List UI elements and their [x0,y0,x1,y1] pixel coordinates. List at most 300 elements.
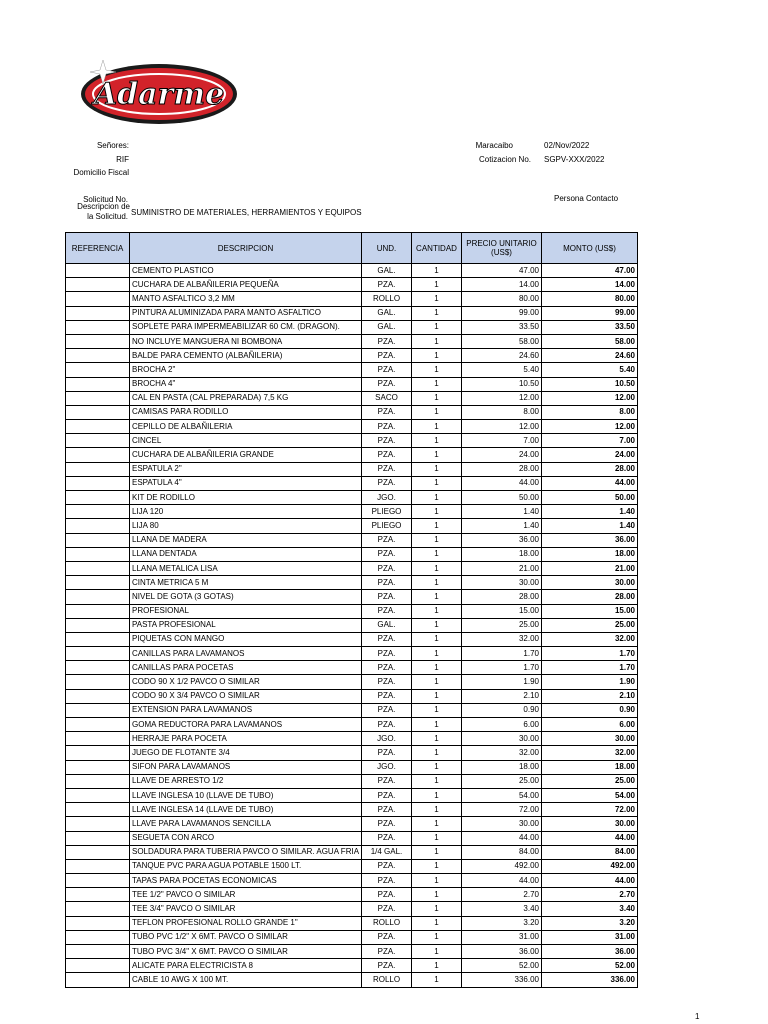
cell-monto: 28.00 [542,590,638,604]
cell-cantidad: 1 [412,689,462,703]
cell-und: PZA. [362,788,412,802]
cell-monto: 99.00 [542,306,638,320]
cell-monto: 2.10 [542,689,638,703]
cell-monto: 18.00 [542,760,638,774]
cell-monto: 84.00 [542,845,638,859]
cell-cantidad: 1 [412,902,462,916]
cell-descripcion: ESPATULA 4" [130,476,362,490]
cell-referencia [66,264,130,278]
cell-descripcion: GOMA REDUCTORA PARA LAVAMANOS [130,718,362,732]
table-row [66,718,638,732]
cell-precio-unitario: 28.00 [462,462,542,476]
cell-und: 1/4 GAL. [362,845,412,859]
cell-und: PZA. [362,632,412,646]
cell-referencia [66,576,130,590]
table-row [66,916,638,930]
cell-descripcion: NIVEL DE GOTA (3 GOTAS) [130,590,362,604]
cell-und: PZA. [362,959,412,973]
cell-precio-unitario: 44.00 [462,874,542,888]
cell-und: ROLLO [362,292,412,306]
cell-monto: 47.00 [542,264,638,278]
cell-referencia [66,292,130,306]
cell-cantidad: 1 [412,788,462,802]
cotizacion-value: SGPV-XXX/2022 [544,155,605,164]
cell-precio-unitario: 36.00 [462,533,542,547]
cell-und: PZA. [362,675,412,689]
cell-cantidad: 1 [412,264,462,278]
cell-descripcion: TAPAS PARA POCETAS ECONOMICAS [130,874,362,888]
cell-descripcion: LLANA DENTADA [130,547,362,561]
cell-und: PZA. [362,561,412,575]
descripcion-label-2: la Solicitud. [87,212,128,221]
cell-descripcion: JUEGO DE FLOTANTE 3/4 [130,746,362,760]
cell-referencia [66,703,130,717]
cell-cantidad: 1 [412,945,462,959]
table-row [66,746,638,760]
cell-descripcion: PINTURA ALUMINIZADA PARA MANTO ASFALTICO [130,306,362,320]
cell-descripcion: CAL EN PASTA (CAL PREPARADA) 7,5 KG [130,391,362,405]
cell-referencia [66,945,130,959]
table-row [66,264,638,278]
cell-cantidad: 1 [412,888,462,902]
cell-monto: 1.40 [542,505,638,519]
cell-cantidad: 1 [412,391,462,405]
cell-referencia [66,973,130,987]
table-row [66,448,638,462]
cell-referencia [66,632,130,646]
cell-referencia [66,675,130,689]
cell-referencia [66,647,130,661]
table-row [66,434,638,448]
cell-cantidad: 1 [412,519,462,533]
cell-cantidad: 1 [412,859,462,873]
table-row [66,349,638,363]
cell-monto: 7.00 [542,434,638,448]
cell-precio-unitario: 14.00 [462,278,542,292]
cell-und: PZA. [362,405,412,419]
cell-descripcion: ALICATE PARA ELECTRICISTA 8 [130,959,362,973]
cell-cantidad: 1 [412,647,462,661]
cell-monto: 33.50 [542,320,638,334]
table-row [66,874,638,888]
col-header-descripcion: DESCRIPCION [130,233,362,264]
cell-cantidad: 1 [412,874,462,888]
cell-cantidad: 1 [412,349,462,363]
cell-descripcion: CODO 90 X 3/4 PAVCO O SIMILAR [130,689,362,703]
cell-precio-unitario: 1.70 [462,647,542,661]
cell-descripcion: TEFLON PROFESIONAL ROLLO GRANDE 1" [130,916,362,930]
cell-cantidad: 1 [412,448,462,462]
cell-und: GAL. [362,618,412,632]
cell-cantidad: 1 [412,462,462,476]
cell-descripcion: BROCHA 4" [130,377,362,391]
cell-descripcion: CABLE 10 AWG X 100 MT. [130,973,362,987]
cell-descripcion: PROFESIONAL [130,604,362,618]
cell-referencia [66,349,130,363]
cell-referencia [66,434,130,448]
cell-und: ROLLO [362,916,412,930]
cell-referencia [66,604,130,618]
cell-referencia [66,788,130,802]
cell-und: PZA. [362,817,412,831]
cell-cantidad: 1 [412,774,462,788]
cell-monto: 36.00 [542,533,638,547]
cell-monto: 58.00 [542,334,638,348]
cell-monto: 336.00 [542,973,638,987]
cell-und: PZA. [362,647,412,661]
cell-monto: 52.00 [542,959,638,973]
cell-descripcion: LLAVE INGLESA 10 (LLAVE DE TUBO) [130,788,362,802]
cell-und: PZA. [362,278,412,292]
cell-cantidad: 1 [412,377,462,391]
cell-precio-unitario: 1.40 [462,505,542,519]
rif-label: RIF [116,155,129,164]
cell-precio-unitario: 44.00 [462,831,542,845]
cell-precio-unitario: 30.00 [462,576,542,590]
cell-descripcion: CUCHARA DE ALBAÑILERIA PEQUEÑA [130,278,362,292]
cell-und: PZA. [362,448,412,462]
cell-monto: 18.00 [542,547,638,561]
cell-und: PZA. [362,930,412,944]
cell-cantidad: 1 [412,363,462,377]
cell-descripcion: CINCEL [130,434,362,448]
cell-referencia [66,845,130,859]
cell-referencia [66,831,130,845]
cell-monto: 44.00 [542,476,638,490]
cell-und: PZA. [362,434,412,448]
cell-referencia [66,959,130,973]
cell-cantidad: 1 [412,590,462,604]
cell-referencia [66,760,130,774]
cell-cantidad: 1 [412,533,462,547]
cell-precio-unitario: 28.00 [462,590,542,604]
cell-precio-unitario: 84.00 [462,845,542,859]
cell-und: GAL. [362,306,412,320]
cell-precio-unitario: 12.00 [462,391,542,405]
cell-referencia [66,476,130,490]
cell-cantidad: 1 [412,405,462,419]
cell-monto: 72.00 [542,803,638,817]
cell-und: PZA. [362,703,412,717]
cell-descripcion: SEGUETA CON ARCO [130,831,362,845]
cell-precio-unitario: 1.70 [462,661,542,675]
cell-precio-unitario: 44.00 [462,476,542,490]
cell-precio-unitario: 24.00 [462,448,542,462]
cell-descripcion: TUBO PVC 3/4" X 6MT. PAVCO O SIMILAR [130,945,362,959]
cell-cantidad: 1 [412,703,462,717]
cell-monto: 5.40 [542,363,638,377]
company-logo [78,52,240,130]
cell-referencia [66,533,130,547]
cell-monto: 21.00 [542,561,638,575]
cell-referencia [66,278,130,292]
cell-precio-unitario: 54.00 [462,788,542,802]
cell-und: PZA. [362,590,412,604]
cell-precio-unitario: 8.00 [462,405,542,419]
cell-und: PZA. [362,746,412,760]
cell-descripcion: TANQUE PVC PARA AGUA POTABLE 1500 LT. [130,859,362,873]
cell-cantidad: 1 [412,547,462,561]
cell-descripcion: LIJA 80 [130,519,362,533]
cell-precio-unitario: 30.00 [462,732,542,746]
table-row [66,561,638,575]
cell-und: PZA. [362,576,412,590]
cell-referencia [66,746,130,760]
cell-precio-unitario: 31.00 [462,930,542,944]
cell-und: PZA. [362,462,412,476]
cell-cantidad: 1 [412,732,462,746]
cell-monto: 54.00 [542,788,638,802]
col-header-monto: MONTO (US$) [542,233,638,264]
cell-und: PZA. [362,945,412,959]
cell-monto: 1.90 [542,675,638,689]
cell-descripcion: PIQUETAS CON MANGO [130,632,362,646]
cell-cantidad: 1 [412,760,462,774]
cell-descripcion: CANILLAS PARA LAVAMANOS [130,647,362,661]
cell-und: GAL. [362,320,412,334]
cell-monto: 36.00 [542,945,638,959]
cell-monto: 10.50 [542,377,638,391]
cell-referencia [66,902,130,916]
cell-precio-unitario: 18.00 [462,547,542,561]
cell-referencia [66,547,130,561]
cell-referencia [66,420,130,434]
cell-referencia [66,505,130,519]
cell-referencia [66,405,130,419]
cell-cantidad: 1 [412,505,462,519]
cell-cantidad: 1 [412,959,462,973]
senores-label: Señores: [96,141,129,150]
table-row [66,476,638,490]
cell-monto: 44.00 [542,874,638,888]
cell-cantidad: 1 [412,491,462,505]
table-row [66,391,638,405]
cell-referencia [66,803,130,817]
cell-descripcion: NO INCLUYE MANGUERA NI BOMBONA [130,334,362,348]
cell-und: PZA. [362,888,412,902]
descripcion-label-1: Descripcion de [77,202,130,211]
cell-referencia [66,661,130,675]
cell-cantidad: 1 [412,618,462,632]
table-row [66,363,638,377]
cell-monto: 24.00 [542,448,638,462]
table-row [66,959,638,973]
cell-descripcion: PASTA PROFESIONAL [130,618,362,632]
cell-und: JGO. [362,760,412,774]
cell-precio-unitario: 58.00 [462,334,542,348]
table-row [66,618,638,632]
cell-monto: 12.00 [542,391,638,405]
table-row [66,675,638,689]
cell-descripcion: CODO 90 X 1/2 PAVCO O SIMILAR [130,675,362,689]
cell-precio-unitario: 47.00 [462,264,542,278]
cell-referencia [66,334,130,348]
cell-monto: 6.00 [542,718,638,732]
cell-descripcion: SIFON PARA LAVAMANOS [130,760,362,774]
cell-cantidad: 1 [412,831,462,845]
cell-descripcion: ESPATULA 2" [130,462,362,476]
cell-precio-unitario: 5.40 [462,363,542,377]
table-row [66,604,638,618]
cell-und: JGO. [362,732,412,746]
cell-referencia [66,718,130,732]
table-row [66,590,638,604]
cell-monto: 80.00 [542,292,638,306]
cell-cantidad: 1 [412,718,462,732]
cell-cantidad: 1 [412,661,462,675]
cell-und: SACO [362,391,412,405]
cell-cantidad: 1 [412,334,462,348]
table-row [66,320,638,334]
cell-und: PZA. [362,874,412,888]
cell-monto: 30.00 [542,732,638,746]
cell-referencia [66,874,130,888]
cell-referencia [66,377,130,391]
cell-referencia [66,618,130,632]
cell-referencia [66,363,130,377]
cell-descripcion: LLANA DE MADERA [130,533,362,547]
cell-und: PZA. [362,689,412,703]
table-row [66,420,638,434]
cell-cantidad: 1 [412,675,462,689]
cell-descripcion: CANILLAS PARA POCETAS [130,661,362,675]
cell-descripcion: LLANA METALICA LISA [130,561,362,575]
cell-descripcion: EXTENSION PARA LAVAMANOS [130,703,362,717]
cell-descripcion: LIJA 120 [130,505,362,519]
cell-cantidad: 1 [412,604,462,618]
cell-und: PZA. [362,363,412,377]
quote-date: 02/Nov/2022 [544,141,590,150]
cell-referencia [66,491,130,505]
table-row [66,533,638,547]
cell-precio-unitario: 2.10 [462,689,542,703]
cell-precio-unitario: 32.00 [462,746,542,760]
cell-monto: 24.60 [542,349,638,363]
cell-descripcion: CEMENTO PLASTICO [130,264,362,278]
cell-und: PZA. [362,604,412,618]
cell-descripcion: BALDE PARA CEMENTO (ALBAÑILERIA) [130,349,362,363]
cell-und: GAL. [362,264,412,278]
cell-monto: 32.00 [542,632,638,646]
cell-precio-unitario: 7.00 [462,434,542,448]
cell-monto: 14.00 [542,278,638,292]
persona-contacto-label: Persona Contacto [554,194,619,203]
cell-und: PZA. [362,533,412,547]
cell-monto: 25.00 [542,618,638,632]
table-row [66,576,638,590]
table-row [66,689,638,703]
cell-cantidad: 1 [412,292,462,306]
quote-items-table [65,232,638,988]
cell-descripcion: CAMISAS PARA RODILLO [130,405,362,419]
cell-cantidad: 1 [412,632,462,646]
table-row [66,505,638,519]
cell-monto: 30.00 [542,576,638,590]
cotizacion-label: Cotizacion No. [478,155,531,164]
table-row [66,945,638,959]
cell-cantidad: 1 [412,803,462,817]
cell-precio-unitario: 336.00 [462,973,542,987]
cell-precio-unitario: 492.00 [462,859,542,873]
cell-precio-unitario: 6.00 [462,718,542,732]
cell-precio-unitario: 80.00 [462,292,542,306]
cell-monto: 44.00 [542,831,638,845]
cell-descripcion: BROCHA 2" [130,363,362,377]
table-row [66,973,638,987]
table-row [66,817,638,831]
cell-cantidad: 1 [412,973,462,987]
cell-precio-unitario: 33.50 [462,320,542,334]
table-row [66,803,638,817]
cell-und: PZA. [362,859,412,873]
cell-und: PZA. [362,774,412,788]
cell-referencia [66,462,130,476]
table-row [66,788,638,802]
cell-precio-unitario: 12.00 [462,420,542,434]
cell-descripcion: TEE 3/4" PAVCO O SIMILAR [130,902,362,916]
cell-referencia [66,916,130,930]
cell-referencia [66,689,130,703]
cell-descripcion: CEPILLO DE ALBAÑILERIA [130,420,362,434]
cell-monto: 25.00 [542,774,638,788]
cell-und: JGO. [362,491,412,505]
cell-cantidad: 1 [412,845,462,859]
col-header-precio-unitario [462,233,542,264]
cell-monto: 28.00 [542,462,638,476]
cell-referencia [66,774,130,788]
cell-precio-unitario: 18.00 [462,760,542,774]
cell-cantidad: 1 [412,306,462,320]
cell-referencia [66,732,130,746]
cell-referencia [66,448,130,462]
col-header-precio-unitario-line1: PRECIO UNITARIO [466,239,537,248]
cell-descripcion: TEE 1/2" PAVCO O SIMILAR [130,888,362,902]
table-row [66,661,638,675]
cell-monto: 492.00 [542,859,638,873]
cell-precio-unitario: 10.50 [462,377,542,391]
cell-precio-unitario: 72.00 [462,803,542,817]
cell-monto: 12.00 [542,420,638,434]
cell-precio-unitario: 3.40 [462,902,542,916]
cell-cantidad: 1 [412,434,462,448]
cell-descripcion: LLAVE INGLESA 14 (LLAVE DE TUBO) [130,803,362,817]
table-row [66,647,638,661]
cell-cantidad: 1 [412,746,462,760]
cell-referencia [66,888,130,902]
cell-und: PZA. [362,803,412,817]
table-row [66,888,638,902]
cell-descripcion: LLAVE PARA LAVAMANOS SENCILLA [130,817,362,831]
cell-und: PZA. [362,547,412,561]
table-row [66,831,638,845]
cell-und: PLIEGO [362,505,412,519]
table-row [66,732,638,746]
cell-precio-unitario: 0.90 [462,703,542,717]
cell-cantidad: 1 [412,930,462,944]
cell-cantidad: 1 [412,420,462,434]
cell-und: PZA. [362,902,412,916]
col-header-referencia: REFERENCIA [66,233,130,264]
cell-referencia [66,320,130,334]
logo-wordmark: Adarme [93,77,225,112]
cell-referencia [66,561,130,575]
cell-und: PZA. [362,377,412,391]
cell-cantidad: 1 [412,320,462,334]
table-row [66,334,638,348]
cell-monto: 3.40 [542,902,638,916]
cell-monto: 2.70 [542,888,638,902]
table-row [66,306,638,320]
